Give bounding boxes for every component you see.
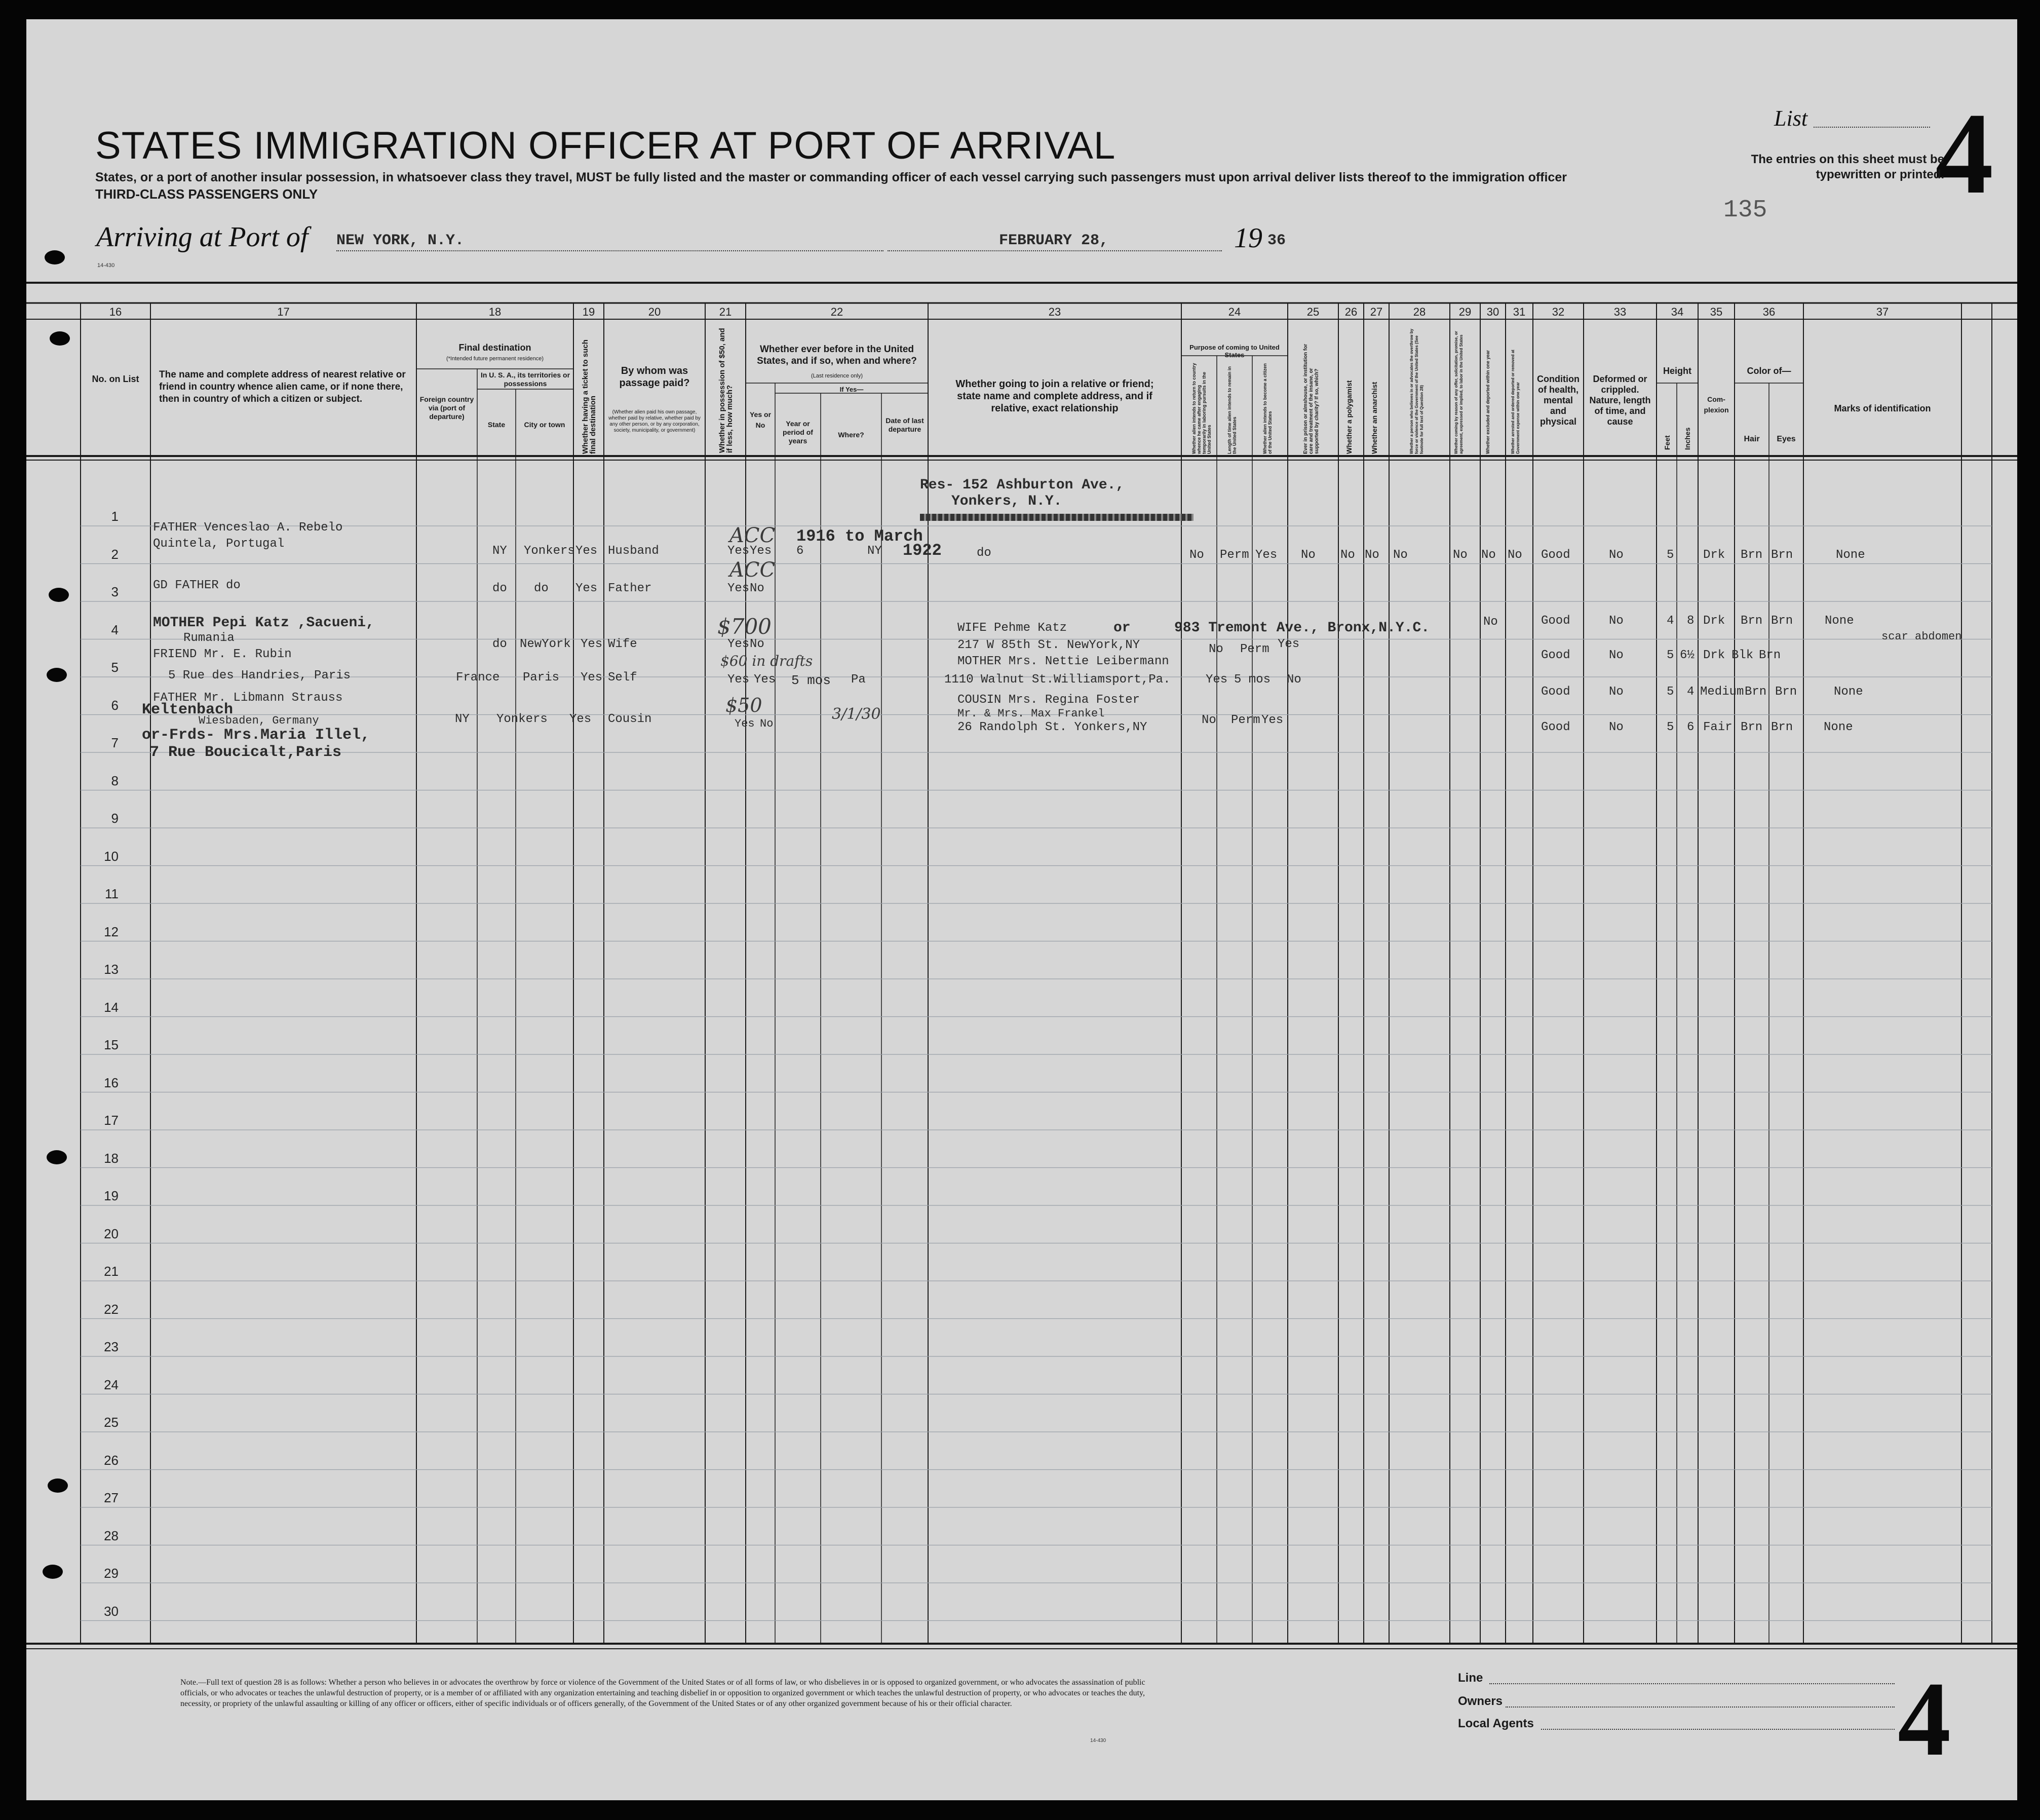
r6-money-hand: $50 bbox=[725, 694, 762, 716]
r3-money: Yes bbox=[727, 582, 750, 595]
header-city: City or town bbox=[524, 421, 565, 429]
r2-deformed: No bbox=[1609, 548, 1624, 562]
header-feet: Feet bbox=[1663, 435, 1671, 450]
port-value: NEW YORK, N.Y. bbox=[336, 232, 465, 249]
r6-overstrike: Keltenbach bbox=[142, 701, 234, 718]
row-number: 28 bbox=[104, 1528, 119, 1543]
line-underline bbox=[1489, 1683, 1895, 1684]
header-deformed: Deformed or crippled. Nature, length of time, and cause bbox=[1589, 374, 1651, 427]
header-q28: Whether a person who believes in or advocates the overthrow by force or violence of the Government of the United States (See footnote for full text of Question 28) bbox=[1409, 328, 1424, 454]
r4-purpose-2: Perm bbox=[1240, 642, 1269, 656]
r4-purpose-1: No bbox=[1209, 642, 1223, 656]
year-prefix: 19 bbox=[1234, 222, 1262, 254]
r2-q27: No bbox=[1365, 548, 1379, 562]
row-number: 20 bbox=[104, 1226, 119, 1241]
r4-yes: No bbox=[750, 637, 764, 651]
row-number: 16 bbox=[104, 1075, 119, 1090]
row-number: 23 bbox=[104, 1339, 119, 1354]
header-hair: Hair bbox=[1744, 435, 1760, 443]
r2-complexion: Drk bbox=[1703, 548, 1725, 562]
r5b-feet: 5 bbox=[1667, 685, 1674, 699]
r4-relative-2: Rumania bbox=[183, 631, 235, 645]
header-height: Height bbox=[1663, 366, 1691, 376]
r5b-eyes: Brn bbox=[1775, 685, 1797, 699]
r4-hair: Brn bbox=[1741, 614, 1763, 628]
col-num-33: 33 bbox=[1613, 306, 1627, 318]
r6-join-3: 26 Randolph St. Yonkers,NY bbox=[957, 721, 1147, 734]
header-purpose: Purpose of coming to United States bbox=[1189, 344, 1280, 359]
r4-complexion: Drk bbox=[1703, 614, 1725, 628]
r5b-marks: None bbox=[1834, 685, 1863, 699]
header-in-usa: In U. S. A., its territories or possessions bbox=[480, 371, 570, 388]
row-number: 1 bbox=[111, 509, 119, 524]
header-passage: By whom was passage paid? bbox=[619, 365, 690, 389]
r4-inches: 8 bbox=[1687, 614, 1695, 628]
header-joining: Whether going to join a relative or friend; state name and complete address, and if relative, exact relationship bbox=[955, 378, 1154, 414]
r6-deformed: No bbox=[1609, 721, 1624, 734]
r5-money-hand: $60 in drafts bbox=[720, 653, 813, 669]
r5-inches: 6½ bbox=[1680, 649, 1695, 662]
row-number: 2 bbox=[111, 546, 119, 562]
header-color-of: Color of— bbox=[1747, 366, 1791, 376]
header-if-yes: If Yes— bbox=[839, 386, 864, 393]
header-money: Whether in possession of $50, and if less, how much? bbox=[718, 328, 734, 453]
col-num-18: 18 bbox=[488, 306, 502, 318]
r2-marks: None bbox=[1836, 548, 1865, 562]
header-q29: Whether coming by reason of any offer, solicitation, promise, or agreement, expressed or implied, to labor in the United States bbox=[1454, 331, 1464, 454]
r2-money: Yes bbox=[727, 544, 750, 558]
punch-hole bbox=[43, 1565, 63, 1579]
r6-state: NY bbox=[455, 712, 470, 726]
row-number: 12 bbox=[104, 924, 119, 939]
row-number: 14 bbox=[104, 999, 119, 1015]
r2-join: do bbox=[977, 546, 991, 560]
row-number: 11 bbox=[105, 886, 119, 901]
r2-q29: No bbox=[1453, 548, 1468, 562]
header-date-departure: Date of last departure bbox=[886, 416, 924, 433]
header-yes-no: Yes or No bbox=[749, 410, 772, 429]
row-number: 7 bbox=[111, 735, 119, 750]
r4-marks-2: scar abdomen bbox=[1881, 630, 1962, 643]
col-num-31: 31 bbox=[1513, 306, 1526, 318]
punch-hole bbox=[47, 668, 67, 682]
header-no-on-list: No. on List bbox=[92, 374, 139, 384]
header-class-note: THIRD-CLASS PASSENGERS ONLY bbox=[95, 186, 318, 202]
table-grid bbox=[26, 19, 2017, 1800]
r2-q25: No bbox=[1301, 548, 1316, 562]
list-number: 4 bbox=[1935, 89, 1993, 218]
r6-purpose-3: Yes bbox=[1261, 713, 1284, 727]
r5b-inches: 4 bbox=[1687, 685, 1695, 699]
header-final-destination-note: (*Intended future permanent residence) bbox=[446, 356, 544, 362]
r4-join-3: 217 W 85th St. NewYork,NY bbox=[957, 638, 1140, 652]
r5-purpose-3: No bbox=[1287, 673, 1301, 687]
r5-purpose-2: 5 mos bbox=[1234, 673, 1271, 687]
r6-marks: None bbox=[1824, 721, 1853, 734]
r2-hair: Brn bbox=[1741, 548, 1763, 562]
agents-label: Local Agents bbox=[1458, 1717, 1534, 1730]
r4-relative-1: MOTHER Pepi Katz ,Sacueni, bbox=[153, 615, 374, 631]
r4-paid: Wife bbox=[608, 637, 637, 651]
row-number: 24 bbox=[104, 1377, 119, 1392]
header-where: Where? bbox=[838, 431, 864, 439]
row-number: 19 bbox=[104, 1188, 119, 1203]
r4-deformed: No bbox=[1609, 614, 1624, 628]
row-number: 17 bbox=[104, 1113, 119, 1128]
header-q31: Whether arrested and ordered deported or removed at Government expense within one year bbox=[1511, 350, 1520, 454]
r5-hair: Blk bbox=[1731, 649, 1754, 662]
r4-city: NewYork bbox=[520, 637, 571, 651]
col-num-19: 19 bbox=[582, 306, 595, 318]
r6-join-1: COUSIN Mrs. Regina Foster bbox=[957, 693, 1140, 707]
agents-underline bbox=[1541, 1729, 1895, 1730]
r6-money: Yes bbox=[735, 717, 755, 730]
r5-ticket: Yes bbox=[581, 671, 603, 685]
arriving-label: Arriving at Port of bbox=[96, 221, 309, 253]
col-num-30: 30 bbox=[1486, 306, 1499, 318]
r6-paid: Cousin bbox=[608, 712, 652, 726]
row-number: 13 bbox=[104, 962, 119, 977]
r5-paid: Self bbox=[608, 671, 637, 685]
row-number: 10 bbox=[104, 848, 119, 864]
header-purpose-b: Length of time alien intends to remain in the United States bbox=[1227, 366, 1237, 454]
r5-health: Good bbox=[1541, 649, 1570, 662]
r6-hair: Brn bbox=[1741, 721, 1763, 734]
col-num-22: 22 bbox=[830, 306, 843, 318]
r5-relative-2: 5 Rue des Handries, Paris bbox=[168, 669, 351, 682]
r5-join-2: 1110 Walnut St.Williamsport,Pa. bbox=[944, 673, 1171, 687]
list-label: List bbox=[1774, 106, 1808, 131]
row-number: 26 bbox=[104, 1452, 119, 1468]
col-num-29: 29 bbox=[1458, 306, 1472, 318]
header-marks: Marks of identification bbox=[1834, 403, 1931, 413]
header-anarchist: Whether an anarchist bbox=[1370, 382, 1378, 454]
row-number: 6 bbox=[111, 697, 119, 713]
line-label: Line bbox=[1458, 1671, 1483, 1685]
punch-hole bbox=[50, 331, 70, 346]
r2-health: Good bbox=[1541, 548, 1570, 562]
header-foreign-country: Foreign country via (port of departure) bbox=[419, 395, 474, 421]
header-purpose-a: Whether alien intends to return to country whence he came after engaging temporarily in laboring pursuits in the United States bbox=[1191, 363, 1212, 454]
r2-q31: No bbox=[1508, 548, 1522, 562]
r4-join-2: 983 Tremont Ave., Bronx,N.Y.C. bbox=[1174, 620, 1430, 636]
r5-purpose-1: Yes bbox=[1206, 673, 1228, 687]
row-number: 3 bbox=[111, 584, 119, 599]
struck-out-line bbox=[920, 514, 1194, 521]
r2-ticket: Yes bbox=[575, 544, 598, 558]
header-complexion: Com-plexion bbox=[1704, 395, 1729, 414]
r2-money-hand: ACC bbox=[729, 524, 776, 547]
r4-eyes: Brn bbox=[1771, 614, 1793, 628]
r4-q30: No bbox=[1483, 615, 1498, 629]
col-num-25: 25 bbox=[1306, 306, 1320, 318]
r5-period: 5 mos bbox=[791, 673, 831, 688]
row-number: 21 bbox=[104, 1264, 119, 1279]
r4-purpose-3: Yes bbox=[1278, 637, 1300, 651]
r5b-deformed: No bbox=[1609, 685, 1624, 699]
r2-where: NY bbox=[867, 544, 882, 558]
r5-complexion: Drk bbox=[1703, 649, 1725, 662]
punch-hole bbox=[49, 588, 69, 602]
col-num-23: 23 bbox=[1048, 306, 1061, 318]
header-eyes: Eyes bbox=[1777, 435, 1796, 443]
r4-join-1: WIFE Pehme Katz bbox=[957, 621, 1067, 635]
row-number: 30 bbox=[104, 1603, 119, 1619]
r2-years: 1916 to March bbox=[796, 527, 923, 546]
r6-purpose-1: No bbox=[1202, 713, 1216, 727]
footer-big-number: 4 bbox=[1898, 1660, 1951, 1778]
r4-feet: 4 bbox=[1667, 614, 1674, 628]
r6-city: Yonkers bbox=[496, 712, 548, 726]
r2-paid: Husband bbox=[608, 544, 659, 558]
r5-eyes: Brn bbox=[1759, 649, 1781, 662]
row-number: 29 bbox=[104, 1566, 119, 1581]
r4-money-hand: $700 bbox=[717, 614, 772, 639]
r6-yes: No bbox=[760, 717, 774, 730]
header-prison: Ever in prison or almshouse, or institution for care and treatment of the insane, or supported by charity? If so, which? bbox=[1303, 344, 1320, 454]
header-before-in-us: Whether ever before in the United States, and if so, when and where? bbox=[757, 344, 917, 366]
header-purpose-c: Whether alien intends to become a citizen of the United States bbox=[1262, 363, 1273, 454]
r6-feet: 5 bbox=[1667, 721, 1674, 734]
entries-note: The entries on this sheet must be typewritten or printed. bbox=[1751, 153, 1944, 181]
r2-yes: Yes bbox=[750, 544, 772, 558]
residence-line1: Res- 152 Ashburton Ave., bbox=[920, 477, 1125, 493]
year-suffix: 36 bbox=[1267, 232, 1286, 249]
header-inches: Inches bbox=[1683, 427, 1691, 450]
r2-q30: No bbox=[1481, 548, 1496, 562]
col-num-34: 34 bbox=[1671, 306, 1684, 318]
punch-hole bbox=[45, 250, 65, 264]
r6-ticket: Yes bbox=[569, 712, 592, 726]
r3-money-hand: ACC bbox=[729, 558, 776, 582]
r2-relative-2: Quintela, Portugal bbox=[153, 537, 285, 551]
row-number: 15 bbox=[104, 1037, 119, 1052]
r2-state: NY bbox=[492, 544, 507, 558]
r6-health: Good bbox=[1541, 721, 1570, 734]
col-num-21: 21 bbox=[719, 306, 732, 318]
r2-period: 6 bbox=[796, 544, 804, 558]
manifest-sheet bbox=[26, 19, 2017, 1800]
header-subtitle: States, or a port of another insular possession, in whatsoever class they travel, MUST be fully listed and the master or commanding officer of each vessel carrying such passengers must upon arrival deliver lists thereof to the immigration officer bbox=[95, 170, 1567, 184]
r5b-hair: Brn bbox=[1745, 685, 1767, 699]
page-title: STATES IMMIGRATION OFFICER AT PORT OF ARRIVAL bbox=[95, 124, 1116, 167]
footnote-q28: Note.—Full text of question 28 is as follows: Whether a person who believes in or advocates the overthrow by force or violence of the Government of the United States or of all forms of law, or who disbelieves in or is opposed to organized government, or who advocates the assassination of public officials, or who advocates or teaches the unlawful destruction of property, or is a member of or affiliated with any organization entertaining and teaching disbelief in or opposition to organized government or which teaches the unlawful destruction of property, or who advocates or teaches the duty, necessity, or propriety of the unlawful assaulting or killing of any officer or officers, either of specific individuals or of officers generally, of the Government of the United States or of any other organized government because of his or their official character. bbox=[180, 1678, 1145, 1708]
punch-hole bbox=[48, 1478, 68, 1493]
date-value: FEBRUARY 28, bbox=[999, 232, 1109, 249]
r3-city: do bbox=[534, 582, 549, 595]
r2-feet: 5 bbox=[1667, 548, 1674, 562]
r7-relative-1: or-Frds- Mrs.Maria Illel, bbox=[142, 727, 370, 744]
r5-feet: 5 bbox=[1667, 649, 1674, 662]
col-num-27: 27 bbox=[1370, 306, 1383, 318]
header-final-destination: Final destination bbox=[458, 343, 531, 353]
r2-city: Yonkers bbox=[524, 544, 575, 558]
r5b-health: Good bbox=[1541, 685, 1570, 699]
r7-relative-2: 7 Rue Boucicalt,Paris bbox=[150, 744, 342, 761]
footer-form-code: 14-430 bbox=[1090, 1738, 1106, 1743]
r2-purpose-2: Perm bbox=[1220, 548, 1249, 562]
r3-yes: No bbox=[750, 582, 764, 595]
header-q30: Whether excluded and deported within one year bbox=[1485, 350, 1490, 454]
r5-country: France bbox=[456, 671, 500, 685]
r5b-complexion: Medium bbox=[1700, 685, 1744, 699]
r5-where: Pa bbox=[851, 673, 866, 687]
r3-paid: Father bbox=[608, 582, 652, 595]
row-number: 4 bbox=[111, 622, 119, 637]
owners-underline bbox=[1506, 1707, 1895, 1708]
col-num-28: 28 bbox=[1413, 306, 1426, 318]
r6-relative-1: FATHER Mr. Libmann Strauss bbox=[153, 691, 343, 705]
row-number: 27 bbox=[104, 1490, 119, 1505]
header-relative: The name and complete address of nearest relative or friend in country whence alien came, or if none there, then in country of which a citizen or subject. bbox=[159, 369, 406, 404]
header-passage-note: (Whether alien paid his own passage, whether paid by relative, whether paid by any other person, or by any corporation, society, municipality, or government) bbox=[608, 409, 701, 433]
col-num-16: 16 bbox=[109, 306, 122, 318]
r3-relative: GD FATHER do bbox=[153, 579, 241, 592]
header-health: Condition of health, mental and physical bbox=[1537, 374, 1580, 427]
sheet-number: 135 bbox=[1723, 197, 1767, 224]
r6-inches: 6 bbox=[1687, 721, 1695, 734]
col-num-32: 32 bbox=[1552, 306, 1565, 318]
r6-date-hand: 3/1/30 bbox=[832, 705, 881, 723]
r5-join-1: MOTHER Mrs. Nettie Leibermann bbox=[957, 655, 1169, 668]
residence-line2: Yonkers, N.Y. bbox=[951, 494, 1062, 509]
r5-deformed: No bbox=[1609, 649, 1624, 662]
row-number: 8 bbox=[111, 773, 119, 788]
row-number: 9 bbox=[111, 811, 119, 826]
r5-relative-1: FRIEND Mr. E. Rubin bbox=[153, 648, 292, 661]
r4-health: Good bbox=[1541, 614, 1570, 628]
r6-eyes: Brn bbox=[1771, 721, 1793, 734]
form-code-top: 14-430 bbox=[97, 262, 115, 269]
r5-money: Yes bbox=[727, 673, 750, 687]
r2-relative-1: FATHER Venceslao A. Rebelo bbox=[153, 521, 343, 535]
r6-purpose-2: Perm bbox=[1231, 713, 1260, 727]
col-num-24: 24 bbox=[1228, 306, 1241, 318]
r2-eyes: Brn bbox=[1771, 548, 1793, 562]
row-number: 5 bbox=[111, 660, 119, 675]
col-num-37: 37 bbox=[1876, 306, 1889, 318]
col-num-17: 17 bbox=[277, 306, 290, 318]
r6-relative-2: Wiesbaden, Germany bbox=[199, 714, 319, 727]
col-num-36: 36 bbox=[1762, 306, 1776, 318]
r2-date: 1922 bbox=[903, 541, 942, 560]
header-ticket: Whether having a ticket to such final destination bbox=[581, 339, 597, 454]
r5-city: Paris bbox=[523, 671, 560, 685]
r2-purpose-3: Yes bbox=[1255, 548, 1278, 562]
punch-hole bbox=[47, 1150, 67, 1164]
r4-state: do bbox=[492, 637, 507, 651]
r4-marks-1: None bbox=[1825, 614, 1854, 628]
r3-state: do bbox=[492, 582, 507, 595]
r6-complexion: Fair bbox=[1703, 721, 1733, 734]
header-state: State bbox=[487, 421, 506, 429]
r6-join-2: Mr. & Mrs. Max Frankel bbox=[957, 707, 1105, 720]
row-number: 22 bbox=[104, 1301, 119, 1317]
r2-q28: No bbox=[1393, 548, 1408, 562]
r2-q26: No bbox=[1340, 548, 1355, 562]
header-period: Year or period of years bbox=[783, 420, 813, 445]
r4-join-or: or bbox=[1113, 620, 1131, 636]
col-num-26: 26 bbox=[1344, 306, 1358, 318]
r3-ticket: Yes bbox=[575, 582, 598, 595]
col-num-20: 20 bbox=[648, 306, 661, 318]
col-num-35: 35 bbox=[1710, 306, 1723, 318]
header-before-note: (Last residence only) bbox=[811, 373, 863, 379]
header-polygamist: Whether a polygamist bbox=[1345, 380, 1353, 454]
r5-yes: Yes bbox=[754, 673, 776, 687]
r2-purpose-1: No bbox=[1189, 548, 1204, 562]
row-number: 18 bbox=[104, 1150, 119, 1166]
owners-label: Owners bbox=[1458, 1694, 1503, 1708]
row-number: 25 bbox=[104, 1415, 119, 1430]
r4-money: Yes bbox=[727, 637, 750, 651]
r4-ticket: Yes bbox=[581, 637, 603, 651]
